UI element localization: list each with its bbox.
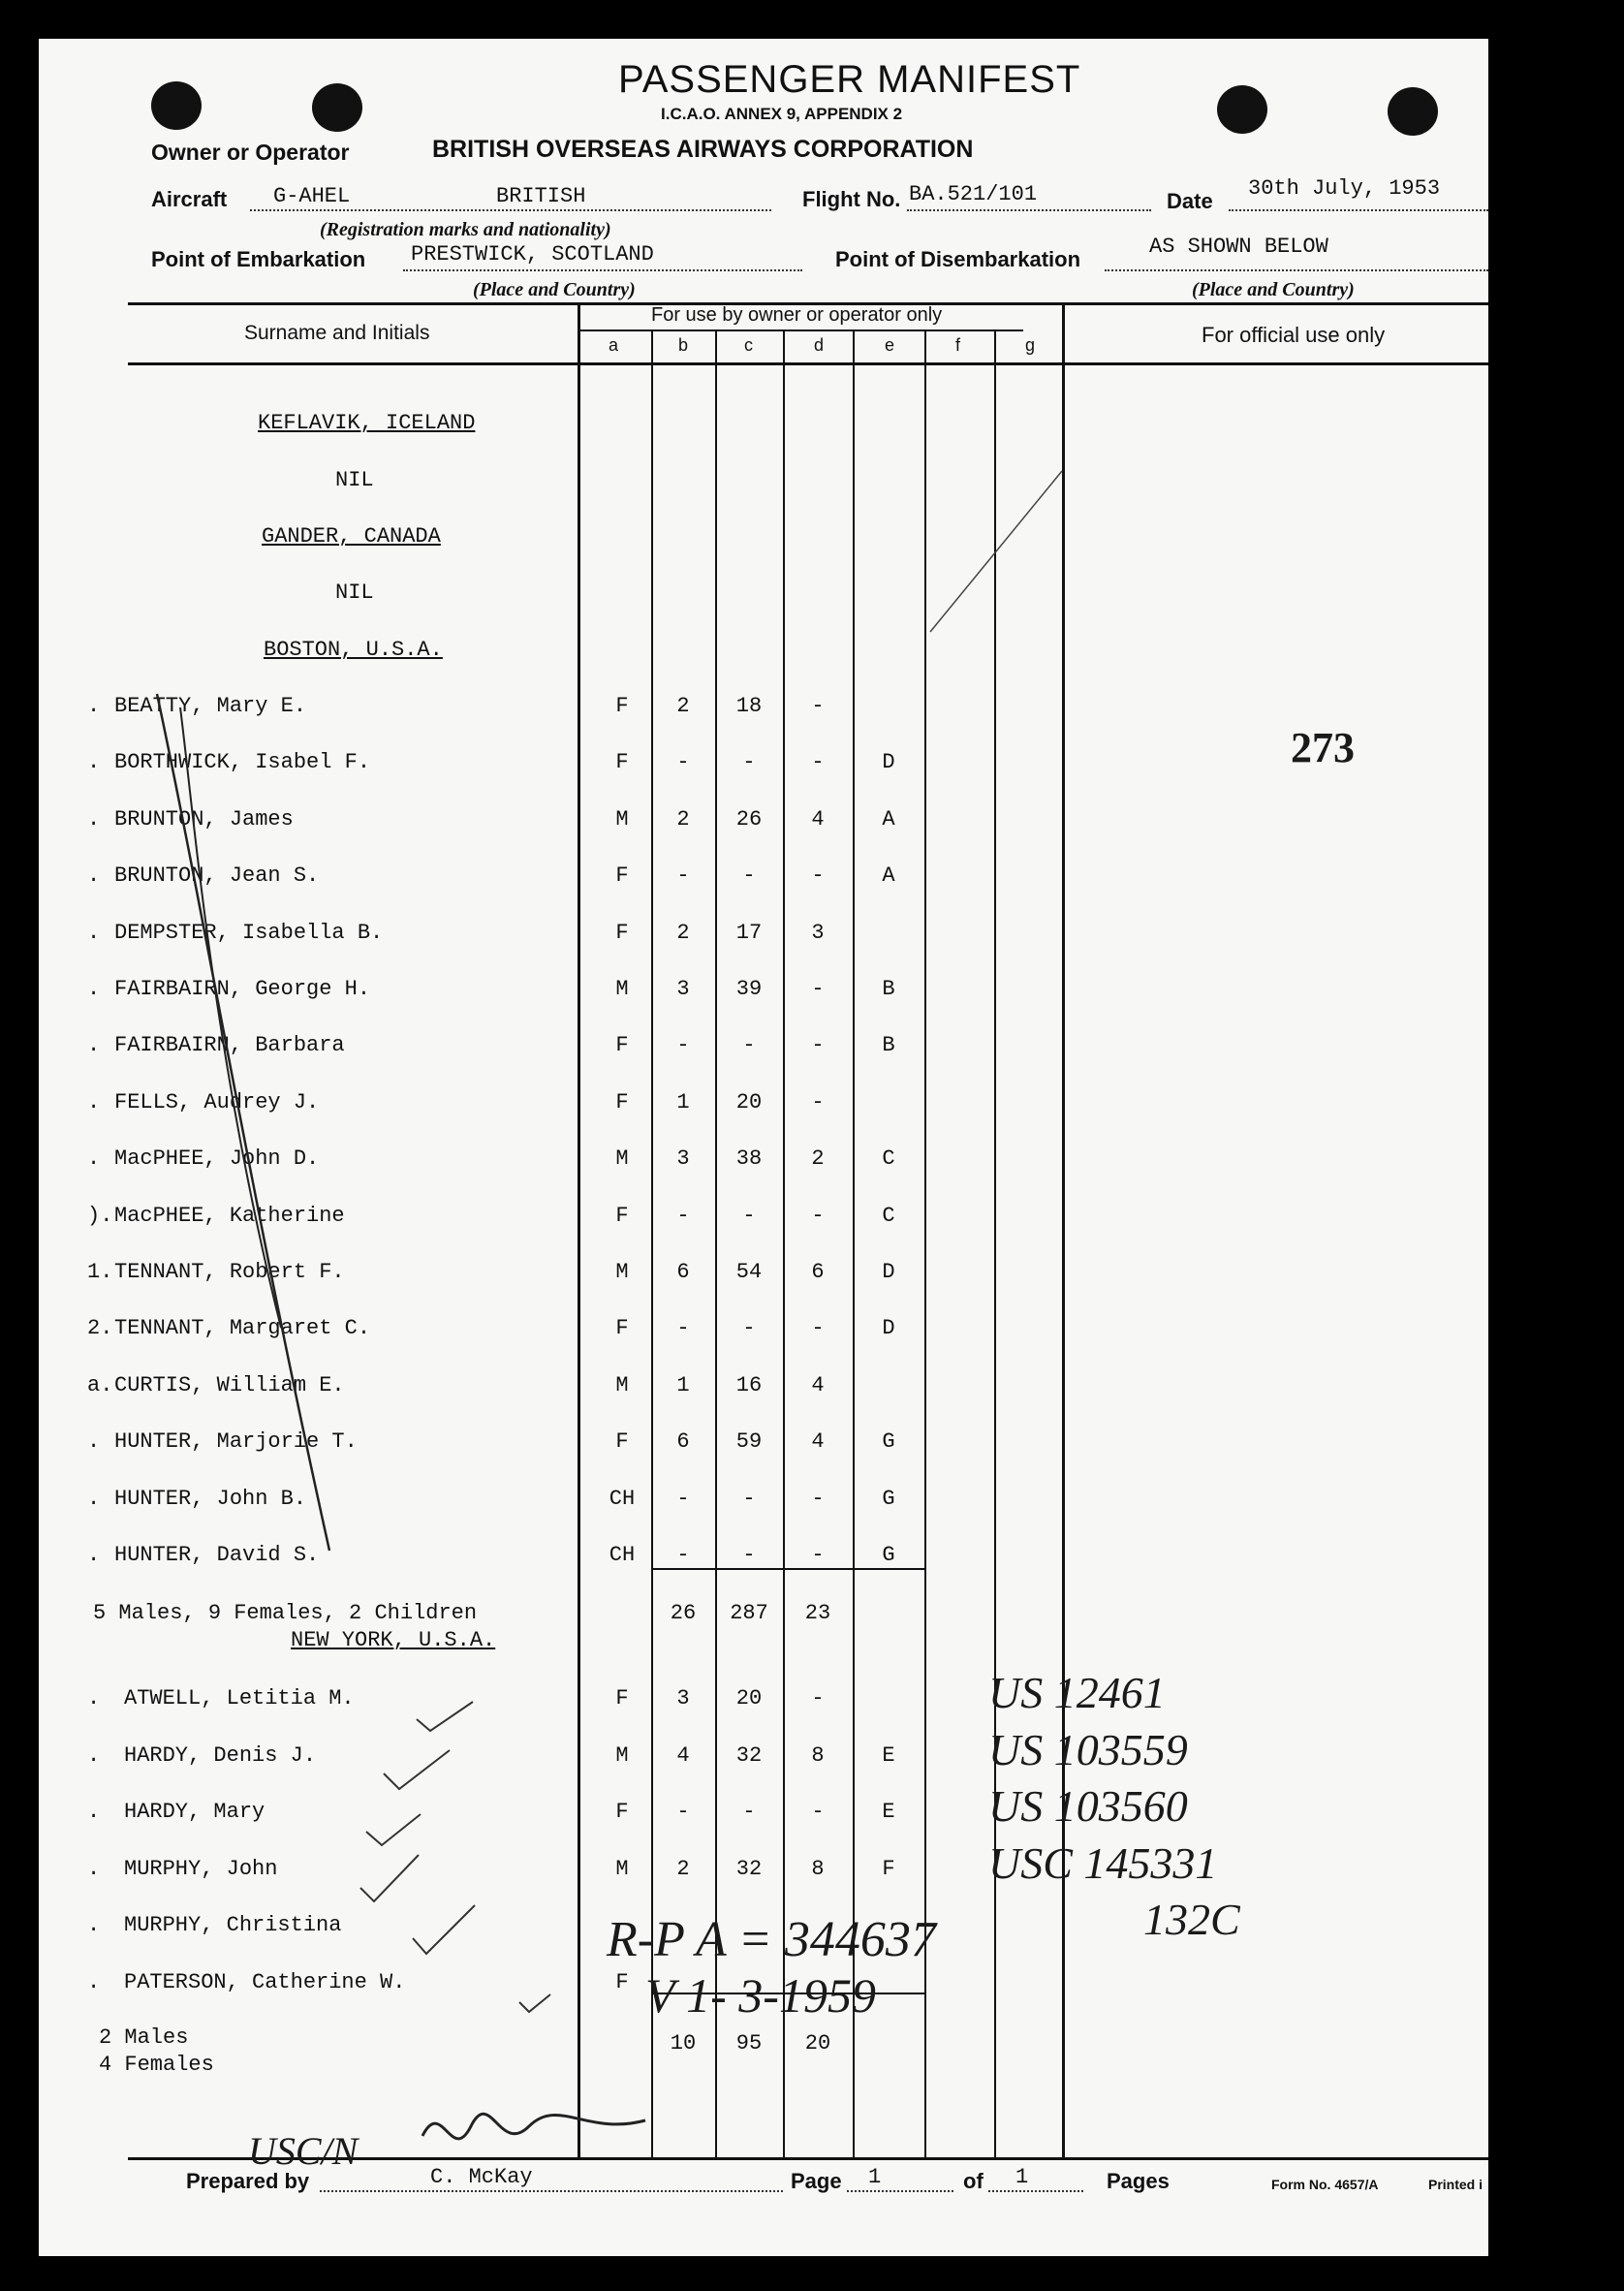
flight-underline [907, 209, 1151, 211]
passenger-name: HARDY, Denis J. [124, 1742, 317, 1768]
cell-a: M [615, 1372, 629, 1397]
cell-a: F [615, 1316, 629, 1341]
cell-c: 32 [735, 1742, 763, 1768]
cell-c: 20 [735, 1686, 763, 1710]
form-subtitle: I.C.A.O. ANNEX 9, APPENDIX 2 [661, 105, 903, 123]
col-divider-cd [783, 330, 785, 2157]
cell-b: - [676, 863, 690, 889]
cell-e: D [882, 1316, 895, 1341]
manifest-sheet [39, 39, 1488, 2256]
disembarkation-value: AS SHOWN BELOW [1149, 235, 1328, 259]
col-header-f: f [955, 335, 961, 355]
cell-c: 39 [735, 977, 763, 1001]
aircraft-underline [250, 209, 771, 211]
cell-b: - [676, 1543, 690, 1567]
cell-d: 4 [811, 1429, 825, 1455]
cell-c: 54 [735, 1260, 763, 1284]
cell-b: 6 [676, 1260, 690, 1284]
aircraft-nationality: BRITISH [496, 184, 586, 208]
group1-total-d: 23 [804, 1601, 831, 1625]
handwritten-note: US 103559 [988, 1724, 1188, 1774]
cell-b: 1 [676, 1372, 690, 1397]
page-label: Page [791, 2169, 842, 2193]
cell-e: E [882, 1800, 895, 1825]
group2-total-d: 20 [804, 2031, 831, 2056]
cell-a: F [615, 863, 629, 889]
cell-c: - [742, 1543, 756, 1567]
col-divider-de [853, 330, 855, 2157]
cell-d: 3 [811, 920, 825, 945]
stop-gander: GANDER, CANADA [262, 524, 441, 549]
cell-a: F [615, 1800, 629, 1825]
cell-b: 3 [676, 1686, 690, 1710]
cell-e: B [882, 1033, 895, 1058]
of-underline [988, 2190, 1083, 2192]
cell-a: F [615, 920, 629, 945]
cell-b: 4 [676, 1742, 690, 1768]
cell-e: G [882, 1486, 895, 1511]
passenger-name: HUNTER, David S. [114, 1543, 320, 1567]
passenger-name: FELLS, Audrey J. [114, 1089, 320, 1114]
cell-a: F [615, 694, 629, 718]
prepared-by-underline [320, 2190, 783, 2192]
cell-a: F [615, 1686, 629, 1710]
punch-hole [151, 81, 202, 130]
cell-d: 2 [811, 1146, 825, 1172]
rpa-note: R-P A = 344637 [607, 1912, 936, 1967]
handwritten-note: US 103560 [988, 1781, 1188, 1832]
cell-c: 59 [735, 1429, 763, 1455]
passenger-name: TENNANT, Robert F. [114, 1260, 345, 1284]
cell-c: 16 [735, 1372, 763, 1397]
passenger-name: HUNTER, John B. [114, 1486, 307, 1511]
cell-a: CH [609, 1543, 636, 1567]
cell-e: D [882, 750, 895, 775]
cell-e: A [882, 806, 895, 832]
cell-b: - [676, 1316, 690, 1341]
group1-total-c: 287 [730, 1601, 768, 1625]
aircraft-registration: G-AHEL [273, 184, 351, 208]
prepared-by-label: Prepared by [186, 2169, 310, 2193]
prepared-by-value: C. McKay [430, 2165, 533, 2189]
cell-d: - [811, 1033, 825, 1058]
row-number: . [87, 863, 101, 889]
embarkation-underline [403, 269, 802, 271]
group1-total-rule [651, 1568, 924, 1570]
cell-e: G [882, 1543, 895, 1567]
cell-a: M [615, 1856, 629, 1881]
group1-total-b: 26 [670, 1601, 697, 1625]
col-header-e: e [885, 335, 895, 355]
cell-a: F [615, 1203, 629, 1228]
passenger-name: MacPHEE, Katherine [114, 1203, 345, 1228]
cell-c: 17 [735, 920, 763, 945]
cell-a: M [615, 1742, 629, 1768]
row-number: . [87, 920, 101, 945]
passenger-name: MURPHY, John [124, 1856, 278, 1881]
cell-c: - [742, 1203, 756, 1228]
punch-hole [312, 83, 362, 132]
passenger-name: BORTHWICK, Isabel F. [114, 750, 371, 775]
row-number: . [87, 1913, 101, 1938]
passenger-name: HARDY, Mary [124, 1800, 265, 1825]
of-value: 1 [1015, 2165, 1029, 2189]
cell-c: - [742, 1316, 756, 1341]
flight-value: BA.521/101 [909, 182, 1038, 206]
cell-d: - [811, 1316, 825, 1341]
cell-b: 2 [676, 1856, 690, 1881]
page-underline [847, 2190, 953, 2192]
cell-c: 20 [735, 1089, 763, 1114]
row-number: . [87, 1742, 101, 1768]
cell-d: - [811, 1686, 825, 1710]
cell-c: - [742, 1033, 756, 1058]
embark-place-caption: (Place and Country) [473, 279, 636, 300]
passenger-name: FAIRBAIRN, George H. [114, 977, 371, 1001]
row-number: a. [87, 1372, 113, 1397]
stop-boston: BOSTON, U.S.A. [264, 638, 443, 662]
row-number: . [87, 977, 101, 1001]
cell-b: 1 [676, 1089, 690, 1114]
cell-e: C [882, 1146, 895, 1172]
cell-a: M [615, 1146, 629, 1172]
cell-b: - [676, 1800, 690, 1825]
cell-d: 4 [811, 1372, 825, 1397]
pages-label: Pages [1107, 2169, 1170, 2193]
row-number: ). [87, 1203, 113, 1228]
cell-b: 2 [676, 694, 690, 718]
col-header-c: c [744, 335, 753, 355]
cell-b: - [676, 1203, 690, 1228]
cell-c: 26 [735, 806, 763, 832]
name-column-header: Surname and Initials [244, 322, 430, 344]
printed-note: Printed i [1428, 2177, 1483, 2192]
passenger-name: BEATTY, Mary E. [114, 694, 307, 718]
col-divider-name [578, 302, 580, 2157]
row-number: . [87, 1686, 101, 1710]
handwritten-note: USC 145331 [988, 1837, 1218, 1888]
cell-c: - [742, 1800, 756, 1825]
cell-d: - [811, 977, 825, 1001]
group2-total-c: 95 [735, 2031, 763, 2056]
row-number: . [87, 1089, 101, 1114]
cell-e: D [882, 1260, 895, 1284]
group2-summary-males: 2 Males [99, 2025, 189, 2050]
cell-a: F [615, 1089, 629, 1114]
passenger-name: FAIRBAIRN, Barbara [114, 1033, 345, 1058]
stop-keflavik-nil: NIL [335, 468, 374, 492]
col-divider-ab [651, 330, 653, 2157]
group1-summary: 5 Males, 9 Females, 2 Children [93, 1601, 478, 1625]
form-title: PASSENGER MANIFEST [618, 58, 1081, 101]
date-value: 30th July, 1953 [1248, 176, 1441, 201]
row-number: 1. [87, 1260, 113, 1284]
row-number: . [87, 1856, 101, 1881]
cell-e: F [882, 1856, 895, 1881]
punch-hole [1217, 85, 1267, 134]
cell-b: - [676, 1033, 690, 1058]
registration-caption: (Registration marks and nationality) [320, 219, 611, 240]
embarkation-value: PRESTWICK, SCOTLAND [411, 242, 654, 267]
cell-e: C [882, 1203, 895, 1228]
cell-b: 3 [676, 977, 690, 1001]
handwritten-note: US 12461 [988, 1668, 1166, 1717]
cell-d: - [811, 694, 825, 718]
aircraft-label: Aircraft [151, 187, 228, 211]
disembark-place-caption: (Place and Country) [1192, 279, 1355, 300]
cell-d: - [811, 863, 825, 889]
passenger-name: BRUNTON, James [114, 806, 294, 832]
row-number: . [87, 1970, 101, 1994]
cell-b: 6 [676, 1429, 690, 1455]
cell-a: M [615, 806, 629, 832]
owner-use-header: For use by owner or operator only [651, 304, 943, 326]
date-label: Date [1167, 189, 1213, 213]
cell-d: 4 [811, 806, 825, 832]
cell-c: 32 [735, 1856, 763, 1881]
cell-a: CH [609, 1486, 636, 1511]
cell-c: 18 [735, 694, 763, 718]
owner-label: Owner or Operator [151, 140, 350, 165]
passenger-name: HUNTER, Marjorie T. [114, 1429, 358, 1455]
cell-c: - [742, 1486, 756, 1511]
cell-d: 8 [811, 1742, 825, 1768]
handwritten-note: 132C [1143, 1895, 1240, 1945]
col-header-g: g [1025, 335, 1036, 355]
group2-summary-females: 4 Females [99, 2053, 214, 2077]
cell-a: F [615, 1429, 629, 1455]
cell-a: F [615, 1033, 629, 1058]
initials-note: USC/N [248, 2129, 359, 2173]
row-number: 2. [87, 1316, 113, 1341]
stop-new-york: NEW YORK, U.S.A. [291, 1628, 496, 1652]
embarkation-label: Point of Embarkation [151, 247, 366, 271]
passenger-name: BRUNTON, Jean S. [114, 863, 320, 889]
header-bottom-rule [128, 362, 1488, 365]
row-number: . [87, 1146, 101, 1172]
col-divider-ef [924, 330, 926, 2157]
punch-hole [1388, 87, 1438, 136]
cell-e: G [882, 1429, 895, 1455]
cell-e: B [882, 977, 895, 1001]
passenger-name: CURTIS, William E. [114, 1372, 345, 1397]
col-header-a: a [609, 335, 619, 355]
cell-b: - [676, 1486, 690, 1511]
cell-b: - [676, 750, 690, 775]
flight-label: Flight No. [802, 187, 901, 211]
cell-d: - [811, 1800, 825, 1825]
cell-c: - [742, 750, 756, 775]
cell-a: M [615, 1260, 629, 1284]
official-use-header: For official use only [1202, 323, 1386, 347]
passenger-name: TENNANT, Margaret C. [114, 1316, 371, 1341]
cell-e: A [882, 863, 895, 889]
date-underline [1229, 209, 1488, 211]
row-number: . [87, 694, 101, 718]
row-number: . [87, 750, 101, 775]
cell-d: - [811, 750, 825, 775]
row-number: . [87, 1033, 101, 1058]
cell-b: 3 [676, 1146, 690, 1172]
group2-total-b: 10 [670, 2031, 697, 2056]
cell-d: - [811, 1203, 825, 1228]
col-header-d: d [814, 335, 825, 355]
owner-header-rule [578, 330, 1023, 331]
cell-a: F [615, 750, 629, 775]
date-stamp-note: V 1- 3-1959 [645, 1968, 876, 2023]
disembarkation-label: Point of Disembarkation [835, 247, 1081, 271]
row-number: . [87, 1429, 101, 1455]
passenger-name: PATERSON, Catherine W. [124, 1970, 406, 1994]
cell-d: 6 [811, 1260, 825, 1284]
cell-d: - [811, 1543, 825, 1567]
cell-c: 38 [735, 1146, 763, 1172]
row-number: . [87, 806, 101, 832]
row-number: . [87, 1486, 101, 1511]
cell-c: - [742, 863, 756, 889]
col-divider-bc [715, 330, 717, 2157]
cell-b: 2 [676, 920, 690, 945]
stop-keflavik: KEFLAVIK, ICELAND [258, 411, 476, 435]
row-number: . [87, 1543, 101, 1567]
cell-d: 8 [811, 1856, 825, 1881]
page-value: 1 [868, 2165, 882, 2189]
passenger-name: ATWELL, Letitia M. [124, 1686, 355, 1710]
row-number: . [87, 1800, 101, 1825]
cell-b: 2 [676, 806, 690, 832]
passenger-name: MacPHEE, John D. [114, 1146, 320, 1172]
cell-d: - [811, 1486, 825, 1511]
passenger-name: DEMPSTER, Isabella B. [114, 920, 384, 945]
stop-gander-nil: NIL [335, 581, 374, 605]
cell-a: F [615, 1970, 629, 1994]
passenger-name: MURPHY, Christina [124, 1913, 342, 1938]
cell-a: M [615, 977, 629, 1001]
disembarkation-underline [1105, 269, 1488, 271]
of-label: of [963, 2169, 984, 2193]
form-number: Form No. 4657/A [1271, 2177, 1379, 2192]
cell-e: E [882, 1742, 895, 1768]
official-number: 273 [1291, 724, 1355, 771]
cell-d: - [811, 1089, 825, 1114]
owner-value: BRITISH OVERSEAS AIRWAYS CORPORATION [432, 136, 974, 163]
col-header-b: b [678, 335, 689, 355]
